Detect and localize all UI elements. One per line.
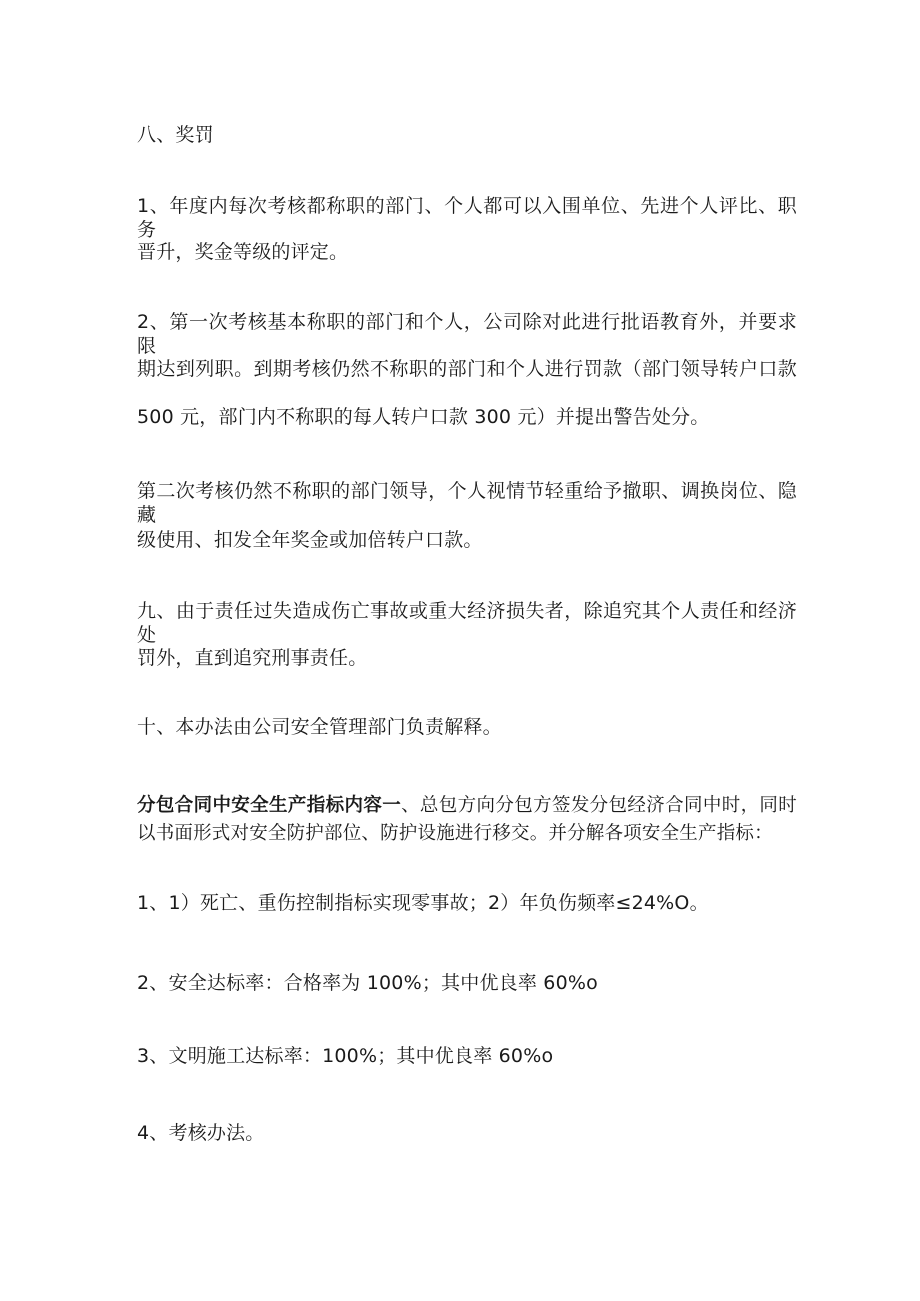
subcontract-item-3: 3、文明施工达标率：100%；其中优良率 60%o [137, 1045, 554, 1067]
section-8-heading: 八、奖罚 [137, 124, 214, 146]
subcontract-title: 分包合同中安全生产指标内容一 [137, 795, 402, 816]
section-9-line-2: 罚外，直到追究刑事责任。 [137, 647, 368, 669]
section-8-item-2-line-2: 期达到列职。到期考核仍然不称职的部门和个人进行罚款（部门领导转户口款 [137, 358, 797, 380]
section-8-item-1-line-2: 晋升，奖金等级的评定。 [137, 241, 349, 263]
section-10-line-1: 十、本办法由公司安全管理部门负责解释。 [137, 716, 502, 738]
section-8-item-2-line-3: 500 元，部门内不称职的每人转户口款 300 元）并提出警告处分。 [137, 406, 710, 428]
section-8-item-3-line-1: 第二次考核仍然不称职的部门领导，个人视情节轻重给予撤职、调换岗位、隐藏 [137, 480, 797, 526]
subcontract-intro-line-1 [137, 794, 797, 818]
section-8-item-3-line-2: 级使用、扣发全年奖金或加倍转户口款。 [137, 529, 483, 551]
subcontract-intro-line-2: 以书面形式对安全防护部位、防护设施进行移交。并分解各项安全生产指标： [137, 823, 773, 844]
subcontract-item-4: 4、考核办法。 [137, 1122, 265, 1144]
section-9-line-1: 九、由于责任过失造成伤亡事故或重大经济损失者，除追究其个人责任和经济处 [137, 600, 797, 646]
subcontract-item-2: 2、安全达标率：合格率为 100%；其中优良率 60%o [137, 972, 598, 994]
section-8-item-2-line-1: 2、第一次考核基本称职的部门和个人，公司除对此进行批语教育外，并要求限 [137, 311, 797, 357]
section-8-item-1-line-1: 1、年度内每次考核都称职的部门、个人都可以入围单位、先进个人评比、职务 [137, 195, 797, 241]
subcontract-intro-text: 、总包方向分包方签发分包经济合同中时，同时 [401, 795, 797, 816]
subcontract-item-1: 1、1）死亡、重伤控制指标实现零事故；2）年负伤频率≤24%O。 [137, 892, 709, 914]
